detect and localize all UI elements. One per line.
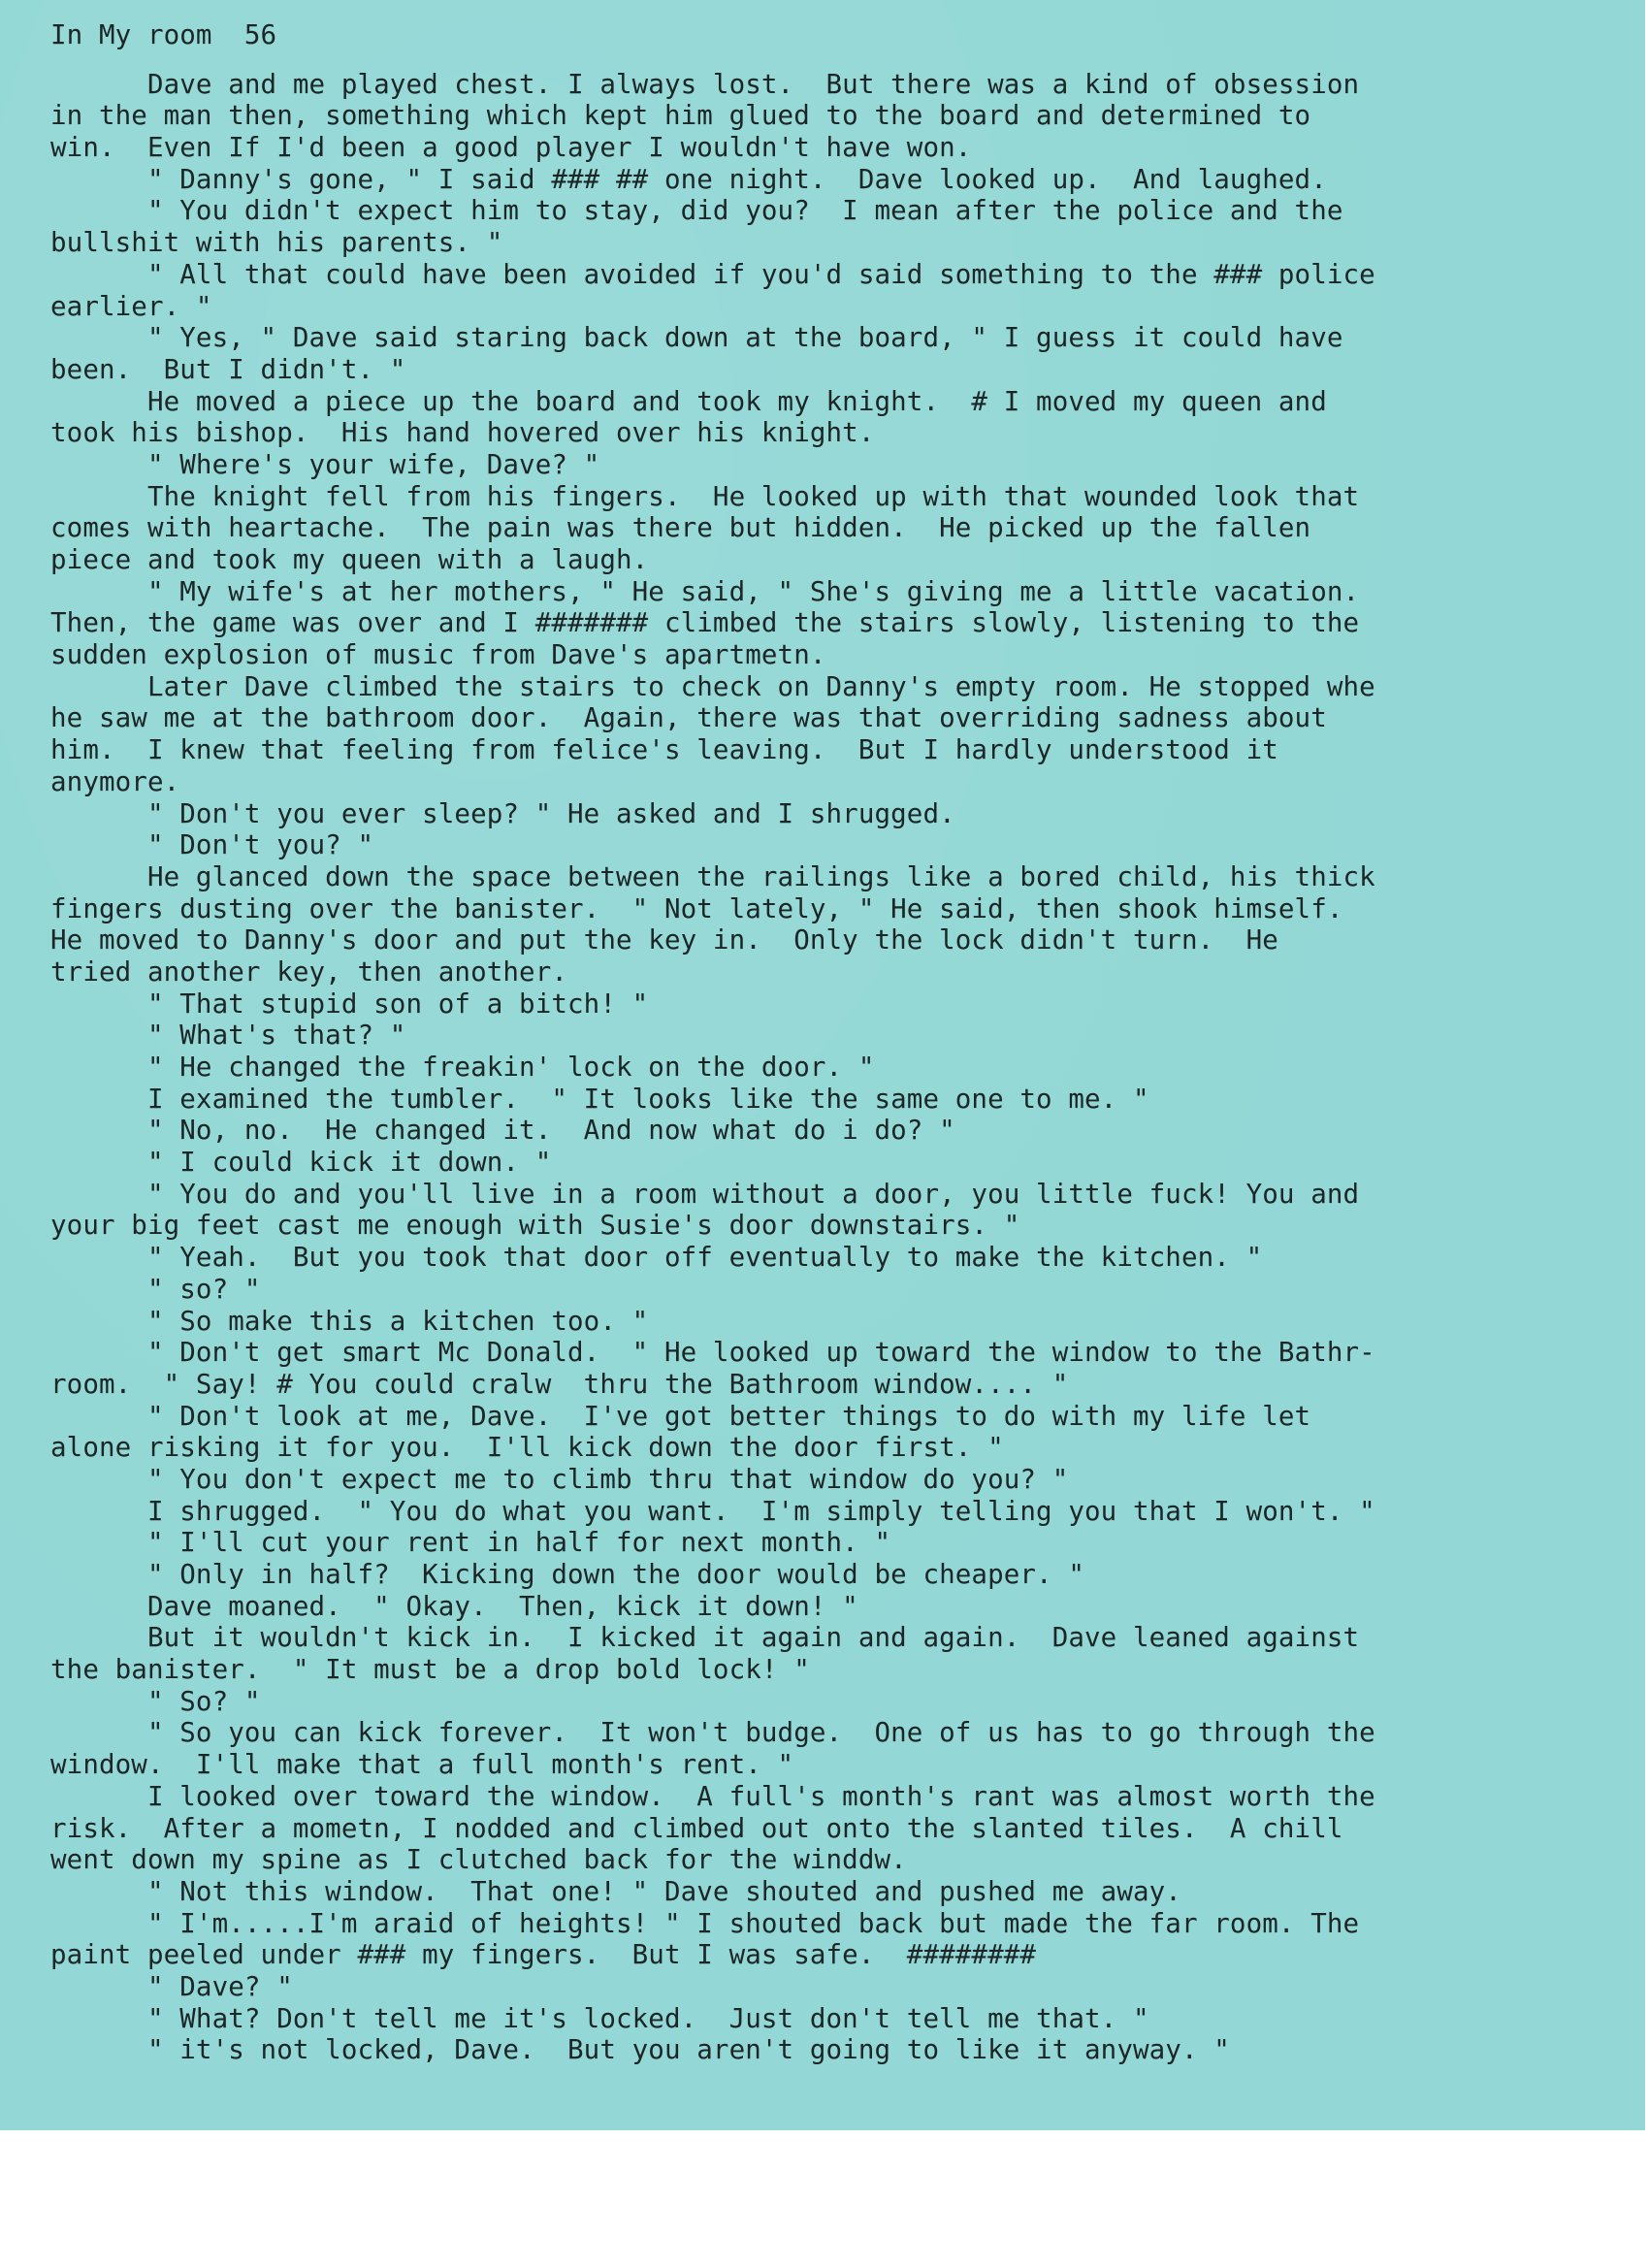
text-line: earlier. " [50, 290, 212, 322]
text-line: Later Dave climbed the stairs to check on Danny's empty room. He stopped whe [50, 670, 1375, 702]
text-line: " What's that? " [50, 1020, 406, 1052]
text-line: " So? " [50, 1685, 261, 1717]
text-line: He moved to Danny's door and put the key in. Only the lock didn't turn. He [50, 924, 1278, 956]
text-line: in the man then, something which kept him glued to the board and determined to [50, 100, 1311, 132]
text-line: " What? Don't tell me it's locked. Just don't tell me that. " [50, 2002, 1149, 2034]
text-line: " Danny's gone, " I said ### ## one night. Dave looked up. And laughed. [50, 163, 1327, 195]
text-line: I shrugged. " You do what you want. I'm simply telling you that I won't. " [50, 1495, 1375, 1527]
text-line: " Dave? " [50, 1970, 293, 2002]
text-line: " All that could have been avoided if you'd said something to the ### police [50, 258, 1375, 290]
text-line: " Don't get smart Mc Donald. " He looked up toward the window to the Bathr- [50, 1337, 1375, 1369]
text-line: window. I'll make that a full month's rent. " [50, 1749, 794, 1781]
text-line: But it wouldn't kick in. I kicked it again and again. Dave leaned against [50, 1622, 1360, 1654]
text-line: " I could kick it down. " [50, 1147, 552, 1179]
text-line: he saw me at the bathroom door. Again, there was that overriding sadness about [50, 702, 1327, 734]
text-line: the banister. " It must be a drop bold lock! " [50, 1654, 810, 1686]
text-line: comes with heartache. The pain was there but hidden. He picked up the fallen [50, 512, 1311, 544]
text-line: " You do and you'll live in a room without a door, you little fuck! You and [50, 1178, 1360, 1210]
text-line: your big feet cast me enough with Susie's door downstairs. " [50, 1210, 1020, 1242]
text-line: " That stupid son of a bitch! " [50, 988, 649, 1020]
text-line: Then, the game was over and I ####### climbed the stairs slowly, listening to the [50, 607, 1360, 639]
text-line: I looked over toward the window. A full's month's rant was almost worth the [50, 1780, 1375, 1812]
manuscript-body [50, 69, 1632, 2066]
text-line: went down my spine as I clutched back for the winddw. [50, 1844, 907, 1876]
text-line: " You don't expect me to climb thru that window do you? " [50, 1463, 1069, 1495]
text-line: anymore. [50, 765, 180, 797]
text-line: bullshit with his parents. " [50, 227, 503, 259]
text-line: " My wife's at her mothers, " He said, " She's giving me a little vacation. [50, 575, 1360, 607]
text-line: took his bishop. His hand hovered over his knight. [50, 417, 875, 449]
text-line: " so? " [50, 1273, 261, 1305]
page-header: In My room 56 [50, 19, 277, 50]
text-line: him. I knew that feeling from felice's leaving. But I hardly understood it [50, 734, 1278, 766]
text-line: Dave moaned. " Okay. Then, kick it down! " [50, 1590, 858, 1622]
text-line: " So you can kick forever. It won't budge. One of us has to go through the [50, 1717, 1375, 1749]
text-line: I examined the tumbler. " It looks like the same one to me. " [50, 1083, 1149, 1115]
text-line: " Yes, " Dave said staring back down at the board, " I guess it could have [50, 322, 1343, 354]
text-line: " Yeah. But you took that door off eventually to make the kitchen. " [50, 1242, 1263, 1274]
text-line: " So make this a kitchen too. " [50, 1305, 649, 1337]
text-line: piece and took my queen with a laugh. [50, 544, 649, 575]
text-line: He moved a piece up the board and took my knight. # I moved my queen and [50, 385, 1327, 417]
text-line: fingers dusting over the banister. " Not lately, " He said, then shook himself. [50, 892, 1343, 924]
text-line: " He changed the freakin' lock on the door. " [50, 1052, 875, 1083]
text-line: He glanced down the space between the railings like a bored child, his thick [50, 860, 1375, 892]
text-line: " Don't you? " [50, 829, 374, 861]
text-line: " You didn't expect him to stay, did you? I mean after the police and the [50, 195, 1343, 227]
text-line: Dave and me played chest. I always lost. But there was a kind of obsession [50, 68, 1360, 100]
text-line: sudden explosion of music from Dave's apartmetn. [50, 639, 826, 671]
text-line: win. Even If I'd been a good player I wouldn't have won. [50, 132, 972, 164]
text-line: room. " Say! # You could cralw thru the Bathroom window.... " [50, 1368, 1069, 1400]
text-line: " it's not locked, Dave. But you aren't going to like it anyway. " [50, 2034, 1230, 2066]
text-line: " I'll cut your rent in half for next month. " [50, 1527, 891, 1559]
typed-text-block [50, 19, 1632, 2066]
text-line: " I'm.....I'm araid of heights! " I shouted back but made the far room. The [50, 1907, 1360, 1939]
text-line: " No, no. He changed it. And now what do i do? " [50, 1115, 955, 1147]
text-line: been. But I didn't. " [50, 353, 406, 385]
text-line: " Not this window. That one! " Dave shouted and pushed me away. [50, 1875, 1181, 1907]
text-line: tried another key, then another. [50, 956, 568, 988]
text-line: " Only in half? Kicking down the door would be cheaper. " [50, 1559, 1085, 1590]
text-line: " Don't you ever sleep? " He asked and I shrugged. [50, 797, 955, 829]
text-line: paint peeled under ### my fingers. But I was safe. ######## [50, 1939, 1037, 1971]
text-line: alone risking it for you. I'll kick down the door first. " [50, 1432, 1004, 1464]
text-line: " Where's your wife, Dave? " [50, 448, 600, 480]
text-line: The knight fell from his fingers. He looked up with that wounded look that [50, 480, 1360, 512]
text-line: " Don't look at me, Dave. I've got better things to do with my life let [50, 1400, 1311, 1432]
text-line: risk. After a mometn, I nodded and climbed out onto the slanted tiles. A chill [50, 1812, 1343, 1844]
